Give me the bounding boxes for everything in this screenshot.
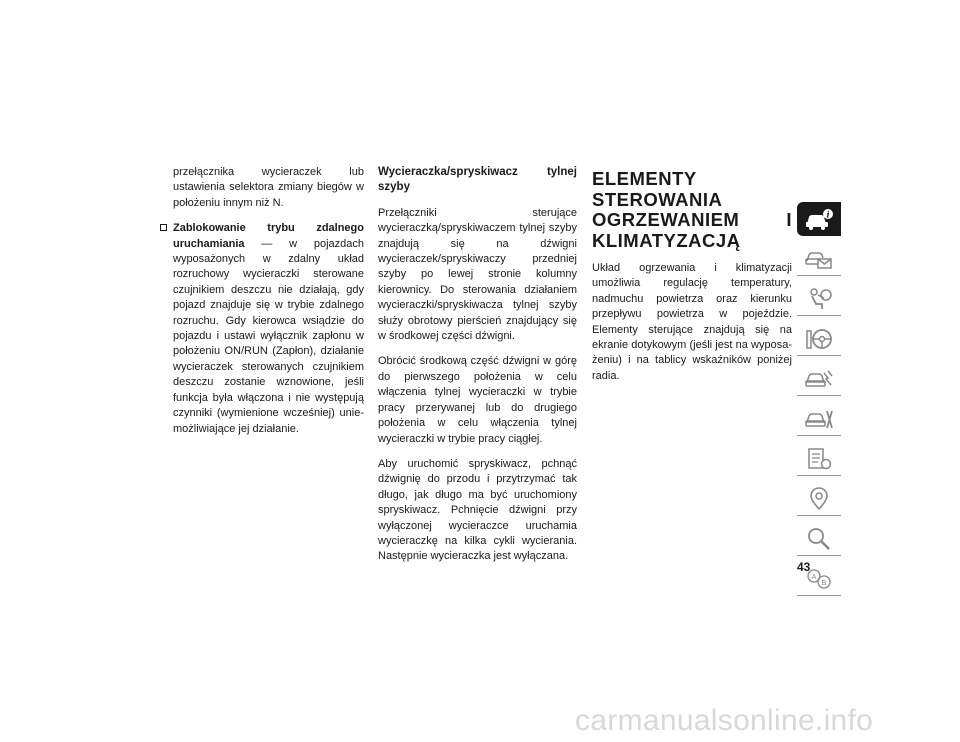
bullet-remote-start: [160, 221, 364, 437]
map-pin-icon: [804, 486, 834, 512]
page-number: 43: [797, 560, 811, 574]
column-middle: [378, 165, 577, 575]
tab-car-info[interactable]: [797, 202, 841, 236]
car-info-icon: [804, 206, 834, 232]
car-mail-icon: [804, 246, 834, 272]
continuation-paragraph: przełącznika wycieraczek lub ustawienia selektora zmiany biegów w położeniu innym niż N.: [173, 166, 364, 209]
bullet-title: Zablokowanie trybu zdalnego uruchamiania: [173, 222, 364, 250]
column-left: [160, 165, 364, 447]
square-bullet-icon: [160, 224, 167, 231]
tab-search[interactable]: [797, 522, 841, 556]
rear-wiper-paragraph-3: Aby uruchomić spryskiwacz, pchnąć dźwignię do przodu i przytrzymać tak długo, jak długo ma być uruchomiony spryskiwacz. Pchnięcie dźwigni przy wyłączonej wycieraczce uruchamia wycieraczkę na kilka cykli wycierania. Następnie wycieraczka jest wyłączana.: [378, 457, 577, 563]
tab-steering[interactable]: [797, 322, 841, 356]
checklist-icon: [804, 446, 834, 472]
svg-text:i: i: [826, 209, 830, 220]
svg-text:B: B: [821, 578, 827, 587]
rear-wiper-heading: Wycieraczka/spryskiwacz tylnej szyby: [378, 166, 577, 194]
svg-text:A: A: [811, 572, 817, 581]
tab-navigation[interactable]: [797, 482, 841, 516]
chapter-tabs: [797, 202, 841, 602]
column-right: [592, 169, 792, 394]
car-tools-icon: [804, 406, 834, 432]
tab-car-mail[interactable]: [797, 242, 841, 276]
tab-crash[interactable]: [797, 362, 841, 396]
tab-airbag[interactable]: [797, 282, 841, 316]
tab-tools[interactable]: [797, 402, 841, 436]
magnifier-icon: [804, 526, 834, 552]
steering-wheel-icon: [804, 326, 834, 352]
climate-paragraph: Układ ogrzewania i klimatyzacji umożliwia regulację temperatury, nadmuchu powietrza oraz kierunku przepływu powietrza w pojeździe. Elementy sterujące znajdują się na ekranie dotykowym (jeśli jest na wyposażeniu) i na tablicy wskaźników poniżej radia.: [592, 262, 792, 382]
car-crash-icon: [804, 366, 834, 392]
airbag-person-icon: [804, 286, 834, 312]
watermark: carmanualsonline.info: [575, 704, 874, 737]
climate-heading: ELEMENTY STEROWANIA OGRZEWANIEM I KLIMATYZACJĄ: [592, 168, 792, 251]
rear-wiper-paragraph-2: Obrócić środkową część dźwigni w górę do pierwszego położenia w celu włączenia tylnej wycieraczki w trybie pracy przerywanej lub do drugiego położenia w celu włączenia tylnej wycieraczki w trybie pracy ciągłej.: [378, 355, 577, 445]
tab-checklist[interactable]: [797, 442, 841, 476]
bullet-text: — w pojazdach wyposażonych w zdalny układ rozruchowy wycieraczki sterowane czujnikiem deszczu nie działają, gdy pojazd znajduje się w trybie zdalnego rozruchu. Gdy kierowca wsiądzie do pojazdu i ustawi wyłącznik zapłonu w położeniu ON/RUN (Zapłon), działanie wycieraczek sterowanych czujnikiem deszczu zostanie wznowione, jeśli funkcja była włączona i nie występują czynniki (wymienione wcześniej) uniemożliwiające jej działanie.: [173, 237, 364, 435]
rear-wiper-paragraph-1: Przełączniki sterujące wycieraczką/spryskiwaczem tylnej szyby znajdują się na dźwigni wycieraczek/spryskiwaczy przedniej szyby po lewej stronie kolumny kierownicy. Do sterowania działaniem wycieraczki/spryskiwacza tylnej szyby służy obrotowy pierścień znajdujący się w środkowej części dźwigni.: [378, 206, 577, 343]
